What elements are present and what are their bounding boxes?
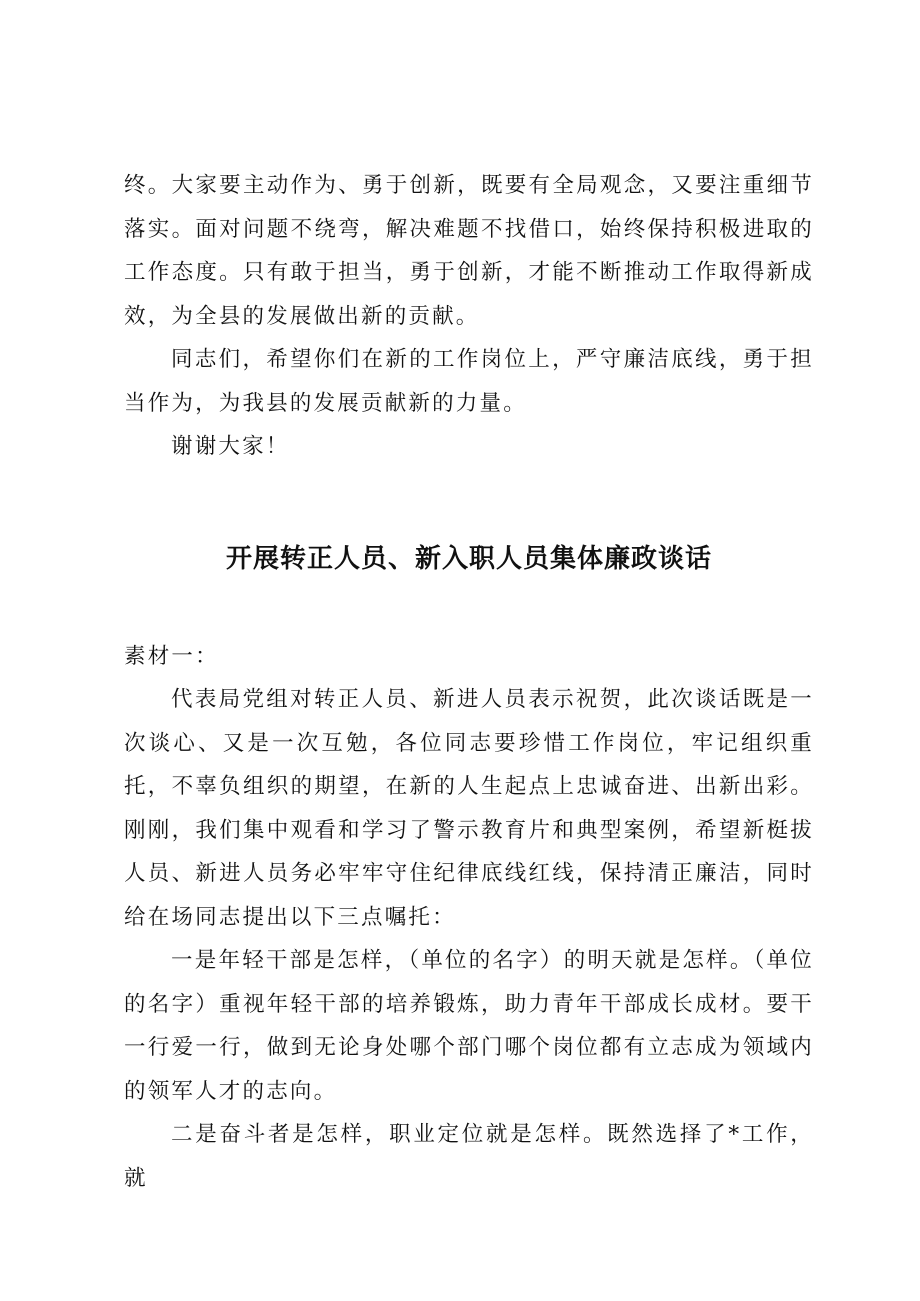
body-paragraph: 终。大家要主动作为、勇于创新，既要有全局观念，又要注重细节落实。面对问题不绕弯，解决难题不找借口，始终保持积极进取的工作态度。只有敢于担当，勇于创新，才能不断推动工作取得新成效，为全县的发展做出新的贡献。 [124, 173, 814, 329]
document-page [124, 164, 814, 1200]
body-paragraph: 同志们，希望你们在新的工作岗位上，严守廉洁底线，勇于担当作为，为我县的发展贡献新的力量。 [124, 347, 814, 416]
body-paragraph: 二是奋斗者是怎样，职业定位就是怎样。既然选择了*工作，就 [124, 1122, 814, 1191]
body-paragraph: 一是年轻干部是怎样，（单位的名字）的明天就是怎样。（单位的名字）重视年轻干部的培养锻炼，助力青年干部成长成材。要干一行爱一行，做到无论身处哪个部门哪个岗位都有立志成为领域内的领军人才的志向。 [124, 948, 814, 1104]
body-paragraph: 代表局党组对转正人员、新进人员表示祝贺，此次谈话既是一次谈心、又是一次互勉，各位同志要珍惜工作岗位，牢记组织重托，不辜负组织的期望，在新的人生起点上忠诚奋进、出新出彩。刚刚，我们集中观看和学习了警示教育片和典型案例，希望新梃拔人员、新进人员务必牢牢守住纪律底线红线，保持清正廉洁，同时给在场同志提出以下三点嘱托： [124, 687, 814, 930]
closing-line: 谢谢大家！ [171, 434, 290, 459]
section-title: 开展转正人员、新入职人员集体廉政谈话 [225, 543, 712, 574]
material-label: 素材一： [124, 643, 219, 669]
